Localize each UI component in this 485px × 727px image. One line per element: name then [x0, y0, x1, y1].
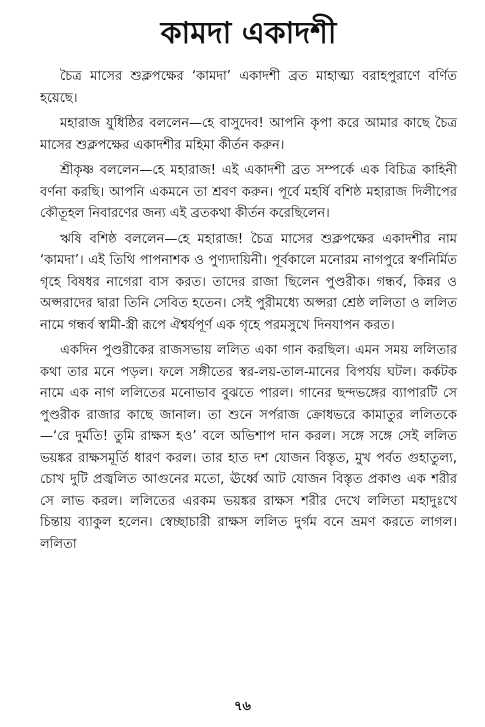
page-title: কামদা একাদশী	[160, 16, 337, 51]
paragraph-2: মহারাজ যুধিষ্ঠির বললেন—হে বাসুদেব! আপনি কৃপা করে আমার কাছে চৈত্র মাসের শুক্লপক্ষের একাদশীর মহিমা কীর্তন করুন।	[40, 116, 457, 153]
page-number: ৭৬	[234, 699, 251, 714]
paragraph-1: চৈত্র মাসের শুক্লপক্ষের ‘কামদা’ একাদশী ব্রত মাহাত্ম্য বরাহপুরাণে বর্ণিত হয়েছে।	[40, 69, 457, 106]
paragraph-4: ঋষি বশিষ্ঠ বললেন—হে মহারাজ! চৈত্র মাসের শুক্লপক্ষের একাদশীর নাম ‘কামদা’। এই তিথি পাপনাশক ও পুণ্যদায়িনী। পূর্বকালে মনোরম নাগপুরে স্বর্ণনির্মিত গৃহে বিষধর নাগেরা বাস করত। তাদের রাজা ছিলেন পুণ্ডরীক। গন্ধর্ব, কিন্নর ও অপ্সরাদের দ্বারা তিনি সেবিত হতেন। সেই পুরীমধ্যে অপ্সরা শ্রেষ্ঠ ললিতা ও ললিত নামে গন্ধর্ব স্বামী-স্ত্রী রূপে ঐশ্বর্যপূর্ণ এক গৃহে পরমসুখে দিনযাপন করত।	[40, 231, 457, 333]
page-body	[40, 66, 457, 559]
paragraph-5: একদিন পুণ্ডরীকের রাজসভায় ললিত একা গান করছিল। এমন সময় ললিতার কথা তার মনে পড়ল। ফলে সঙ্গীতের স্বর-লয়-তাল-মানের বিপর্যয় ঘটল। কর্কটক নামে এক নাগ ললিতের মনোভাব বুঝতে পারল। গানের ছন্দভঙ্গের ব্যাপারটি সে পুণ্ডরীক রাজার কাছে জানাল। তা শুনে সর্পরাজ ক্রোধভরে কামাতুর ললিতকে—‘রে দুর্মতি! তুমি রাক্ষস হও’ বলে অভিশাপ দান করল। সঙ্গে সঙ্গে সেই ললিত ভয়ঙ্কর রাক্ষসমূর্তি ধারণ করল। তার হাত দশ যোজন বিস্তৃত, মুখ পর্বত গুহাতুল্য, চোখ দুটি প্রজ্বলিত আগুনের মতো, ঊর্ধ্বে আট যোজন বিস্তৃত প্রকাণ্ড এক শরীর সে লাভ করল। ললিতের এরকম ভয়ঙ্কর রাক্ষস শরীর দেখে ললিতা মহাদুঃখে চিন্তায় ব্যাকুল হলেন। স্বেচ্ছাচারী রাক্ষস ললিত দুর্গম বনে ভ্রমণ করতে লাগল। ললিতা	[40, 343, 457, 552]
paragraph-3: শ্রীকৃষ্ণ বললেন—হে মহারাজ! এই একাদশী ব্রত সম্পর্কে এক বিচিত্র কাহিনী বর্ণনা করছি। আপনি একমনে তা শ্রবণ করুন। পূর্বে মহর্ষি বশিষ্ঠ মহারাজ দিলীপের কৌতূহল নিবারণের জন্য এই ব্রতকথা কীর্তন করেছিলেন।	[40, 163, 457, 221]
